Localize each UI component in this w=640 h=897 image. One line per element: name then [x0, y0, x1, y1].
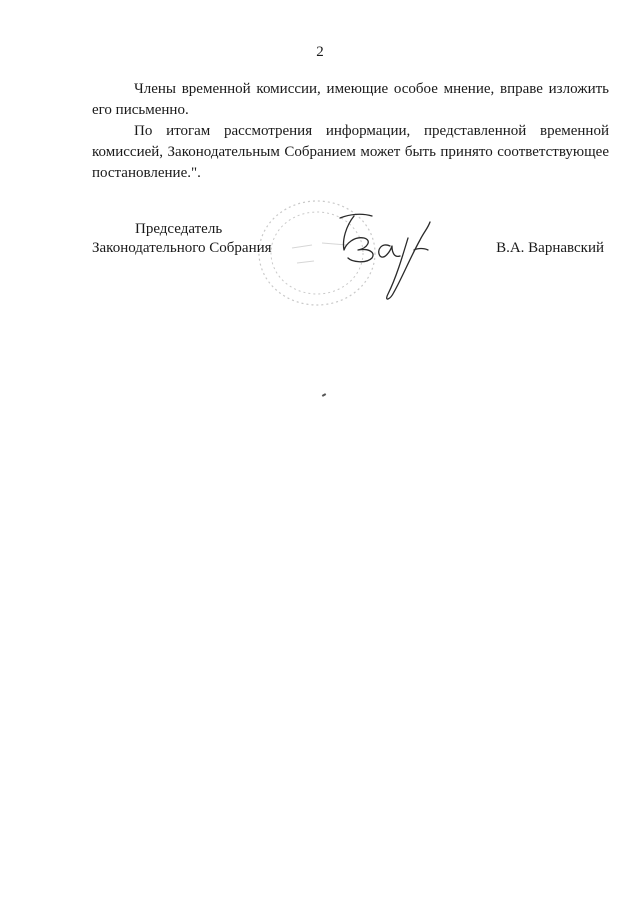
page-number: 2 — [316, 44, 324, 60]
signatory-name: В.А. Варнавский — [496, 240, 604, 256]
signature-block — [92, 221, 612, 321]
scan-speck — [322, 393, 326, 397]
paragraph-2: По итогам рассмотрения информации, представленной временной комиссией, Законодательным Собранием может быть принято соответствующее постановление.". — [92, 123, 609, 181]
body-text — [92, 79, 609, 184]
signatory-title-line-1: Председатель — [135, 221, 223, 237]
paragraph-1: Члены временной комиссии, имеющие особое мнение, вправе изложить его письменно. — [92, 81, 609, 118]
signatory-title-line-2: Законодательного Собрания — [92, 240, 272, 256]
handwritten-signature — [332, 208, 442, 308]
